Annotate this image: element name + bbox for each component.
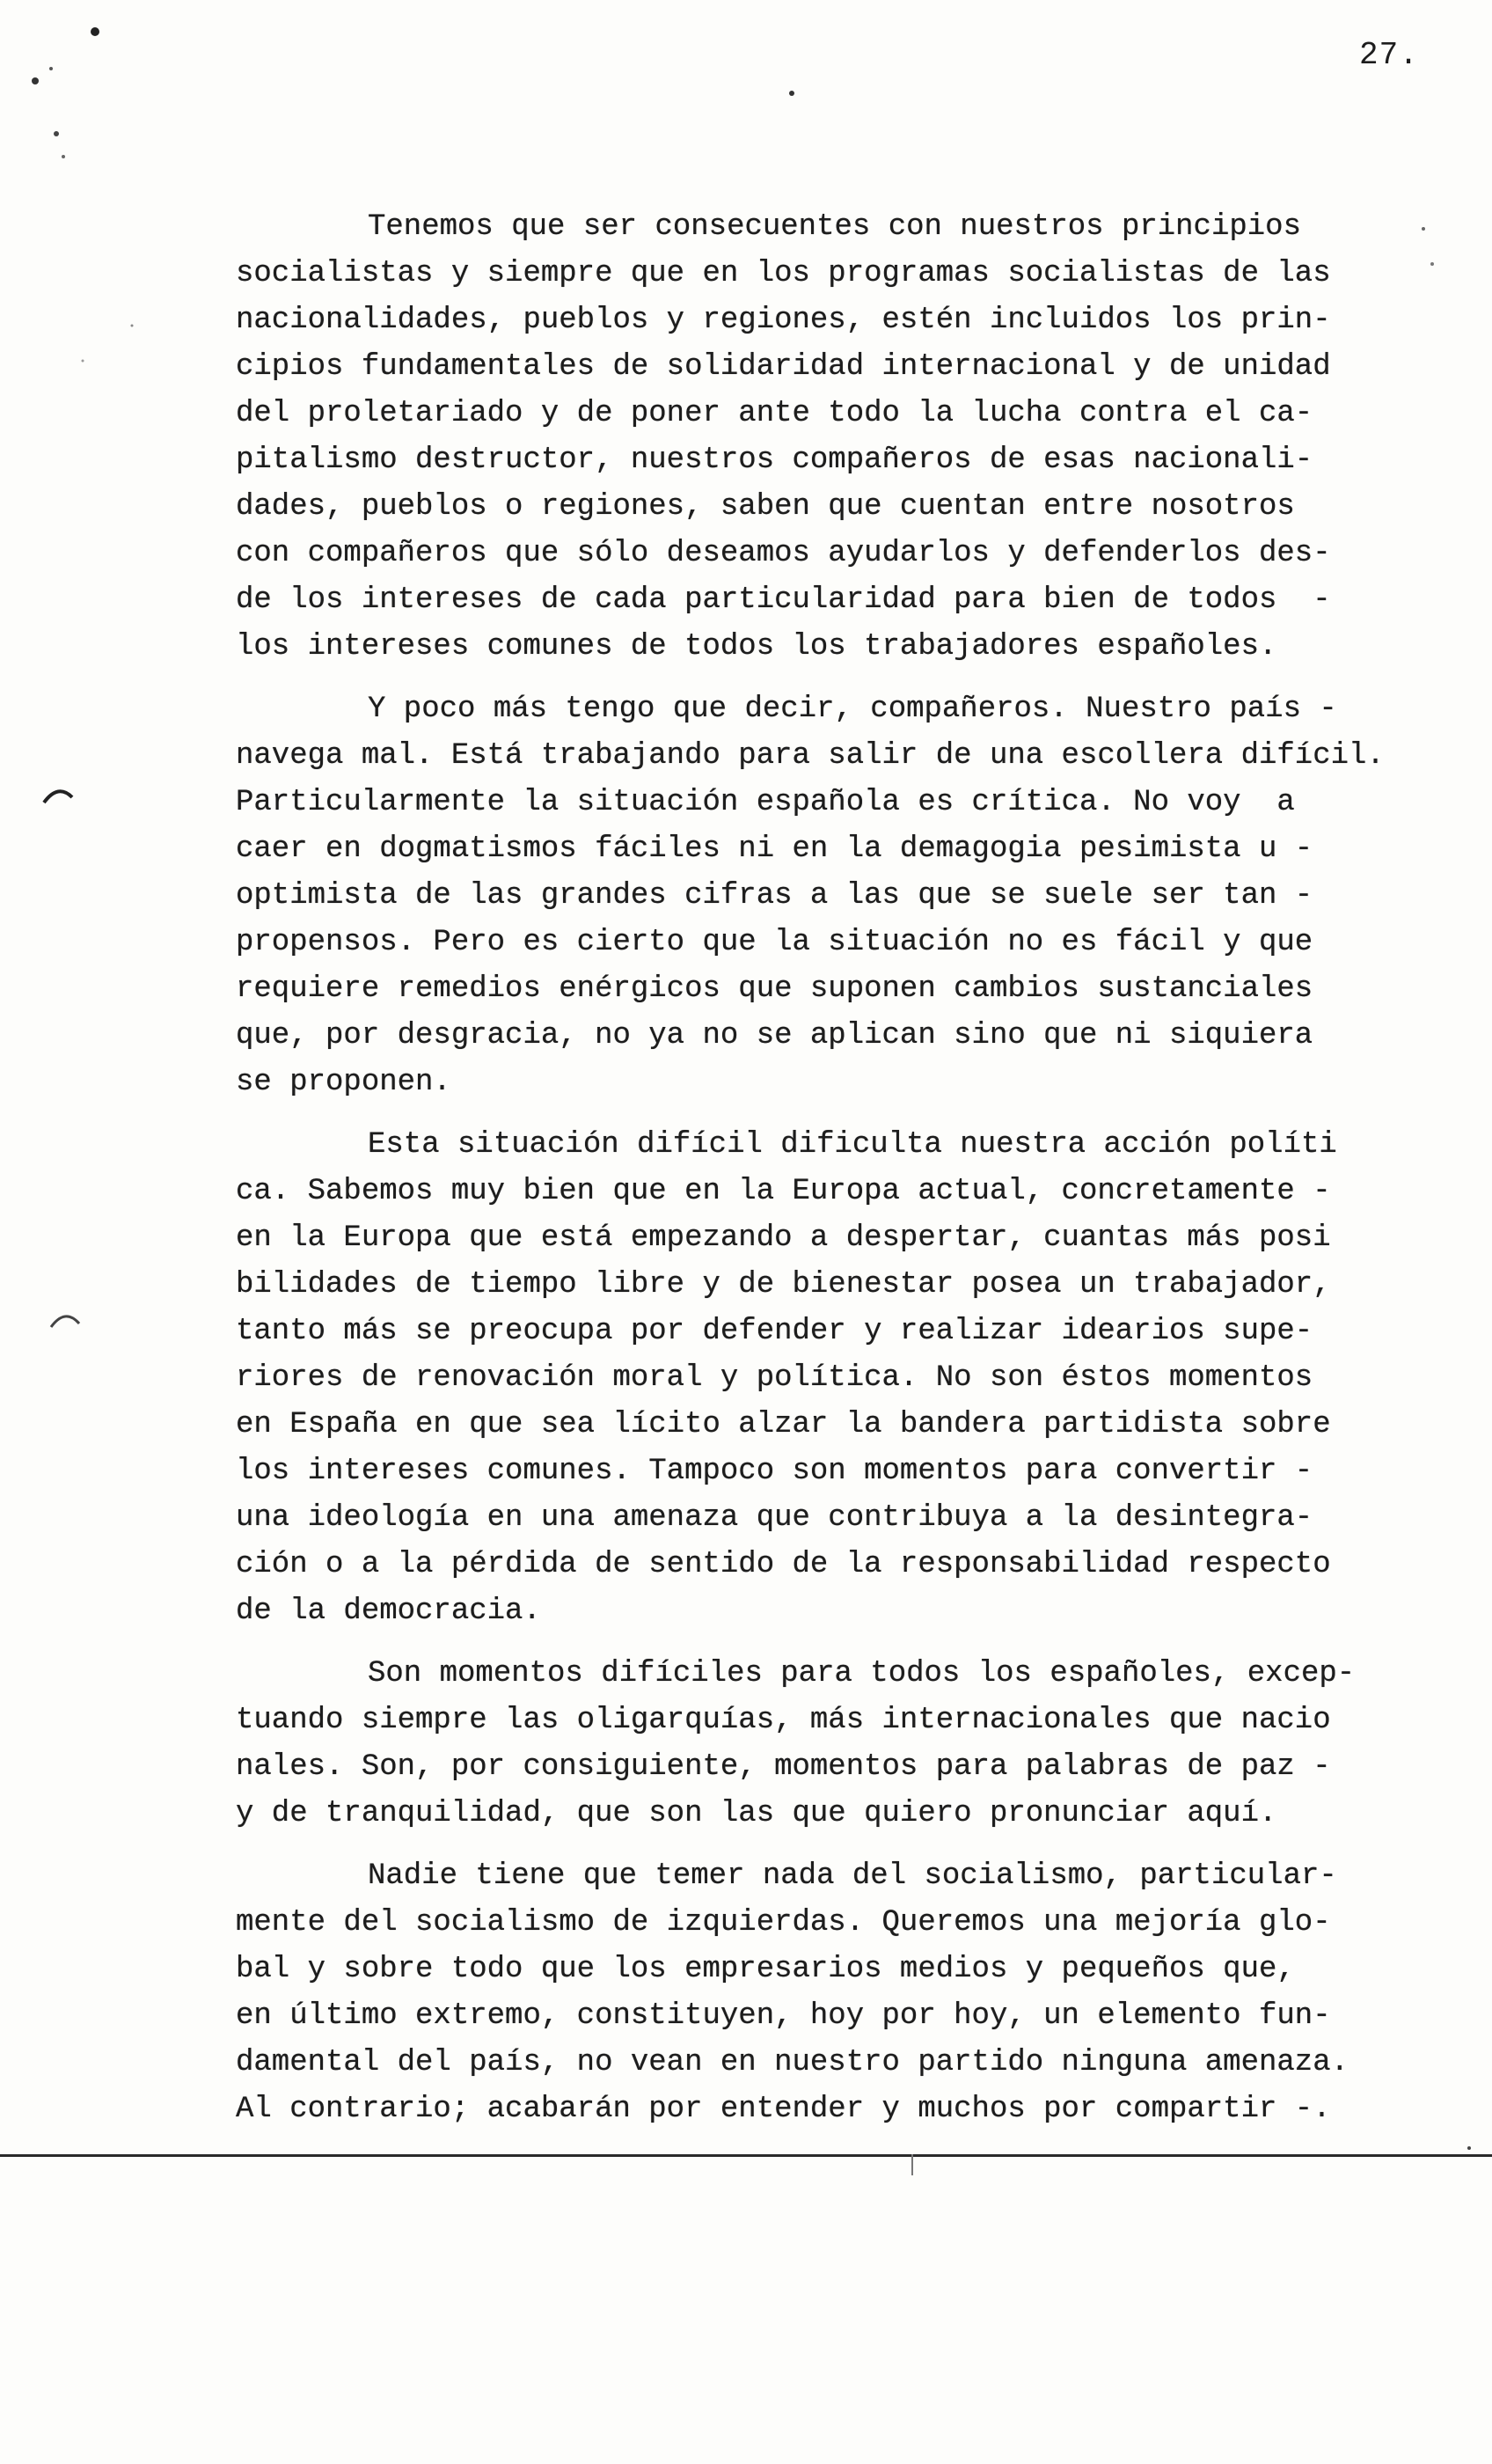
- text-line: en España en que sea lícito alzar la bandera partidista sobre: [236, 1408, 1331, 1441]
- text-line: bal y sobre todo que los empresarios medios y pequeños que,: [236, 1953, 1295, 1986]
- body-text: [236, 204, 1406, 2149]
- text-line: pitalismo destructor, nuestros compañeros de esas nacionali-: [236, 444, 1313, 477]
- text-line: una ideología en una amenaza que contribuya a la desintegra-: [236, 1501, 1313, 1535]
- paragraph: [236, 204, 1406, 671]
- paragraph: [236, 1122, 1406, 1635]
- text-line: propensos. Pero es cierto que la situación no es fácil y que: [236, 926, 1313, 959]
- text-line: que, por desgracia, no ya no se aplican sino que ni siquiera: [236, 1019, 1313, 1052]
- text-line: Esta situación difícil dificulta nuestra acción políti: [368, 1128, 1337, 1162]
- text-line: cipios fundamentales de solidaridad internacional y de unidad: [236, 350, 1331, 384]
- page-bottom-rule: [0, 2154, 1492, 2157]
- paragraph: [236, 686, 1406, 1106]
- text-line: en último extremo, constituyen, hoy por hoy, un elemento fun-: [236, 1999, 1331, 2033]
- page-number: 27.: [1359, 37, 1419, 73]
- punch-hole-mark: [51, 1316, 79, 1327]
- text-line: nales. Son, por consiguiente, momentos para palabras de paz -: [236, 1750, 1331, 1784]
- text-line: Y poco más tengo que decir, compañeros. Nuestro país -: [368, 693, 1337, 726]
- text-line: tanto más se preocupa por defender y realizar idearios supe-: [236, 1315, 1313, 1348]
- text-line: Al contrario; acabarán por entender y muchos por compartir -.: [236, 2093, 1331, 2126]
- text-line: de los intereses de cada particularidad para bien de todos -: [236, 583, 1331, 617]
- rule-tick-mark: [911, 2154, 913, 2175]
- text-line: optimista de las grandes cifras a las que se suele ser tan -: [236, 879, 1313, 913]
- text-line: ca. Sabemos muy bien que en la Europa actual, concretamente -: [236, 1175, 1331, 1208]
- text-line: nacionalidades, pueblos y regiones, estén incluidos los prin-: [236, 304, 1331, 337]
- text-line: y de tranquilidad, que son las que quiero pronunciar aquí.: [236, 1797, 1277, 1830]
- text-line: navega mal. Está trabajando para salir de una escollera difícil.: [236, 739, 1385, 773]
- text-line: Tenemos que ser consecuentes con nuestros principios: [368, 210, 1301, 244]
- text-line: en la Europa que está empezando a despertar, cuantas más posi: [236, 1221, 1331, 1255]
- text-line: tuando siempre las oligarquías, más internacionales que nacio: [236, 1704, 1331, 1737]
- text-line: los intereses comunes. Tampoco son momentos para convertir -: [236, 1455, 1313, 1488]
- punch-hole-mark: [44, 791, 72, 803]
- text-line: se proponen.: [236, 1066, 451, 1099]
- text-line: Nadie tiene que temer nada del socialismo, particular-: [368, 1859, 1337, 1893]
- text-line: mente del socialismo de izquierdas. Queremos una mejoría glo-: [236, 1906, 1331, 1940]
- text-line: socialistas y siempre que en los programas socialistas de las: [236, 257, 1331, 290]
- text-line: de la democracia.: [236, 1595, 541, 1628]
- paragraph: [236, 1651, 1406, 1837]
- text-line: bilidades de tiempo libre y de bienestar posea un trabajador,: [236, 1268, 1331, 1302]
- paragraph: [236, 1853, 1406, 2133]
- text-line: Particularmente la situación española es crítica. No voy a: [236, 786, 1295, 819]
- text-line: dades, pueblos o regiones, saben que cuentan entre nosotros: [236, 490, 1295, 524]
- text-line: damental del país, no vean en nuestro partido ninguna amenaza.: [236, 2046, 1349, 2079]
- text-line: caer en dogmatismos fáciles ni en la demagogia pesimista u -: [236, 832, 1313, 866]
- text-line: riores de renovación moral y política. No son éstos momentos: [236, 1361, 1313, 1395]
- text-line: del proletariado y de poner ante todo la lucha contra el ca-: [236, 397, 1313, 430]
- text-line: Son momentos difíciles para todos los españoles, excep-: [368, 1657, 1356, 1690]
- text-line: con compañeros que sólo deseamos ayudarlos y defenderlos des-: [236, 537, 1331, 570]
- text-line: requiere remedios enérgicos que suponen cambios sustanciales: [236, 972, 1313, 1006]
- text-line: los intereses comunes de todos los trabajadores españoles.: [236, 630, 1277, 664]
- text-line: ción o a la pérdida de sentido de la responsabilidad respecto: [236, 1548, 1331, 1581]
